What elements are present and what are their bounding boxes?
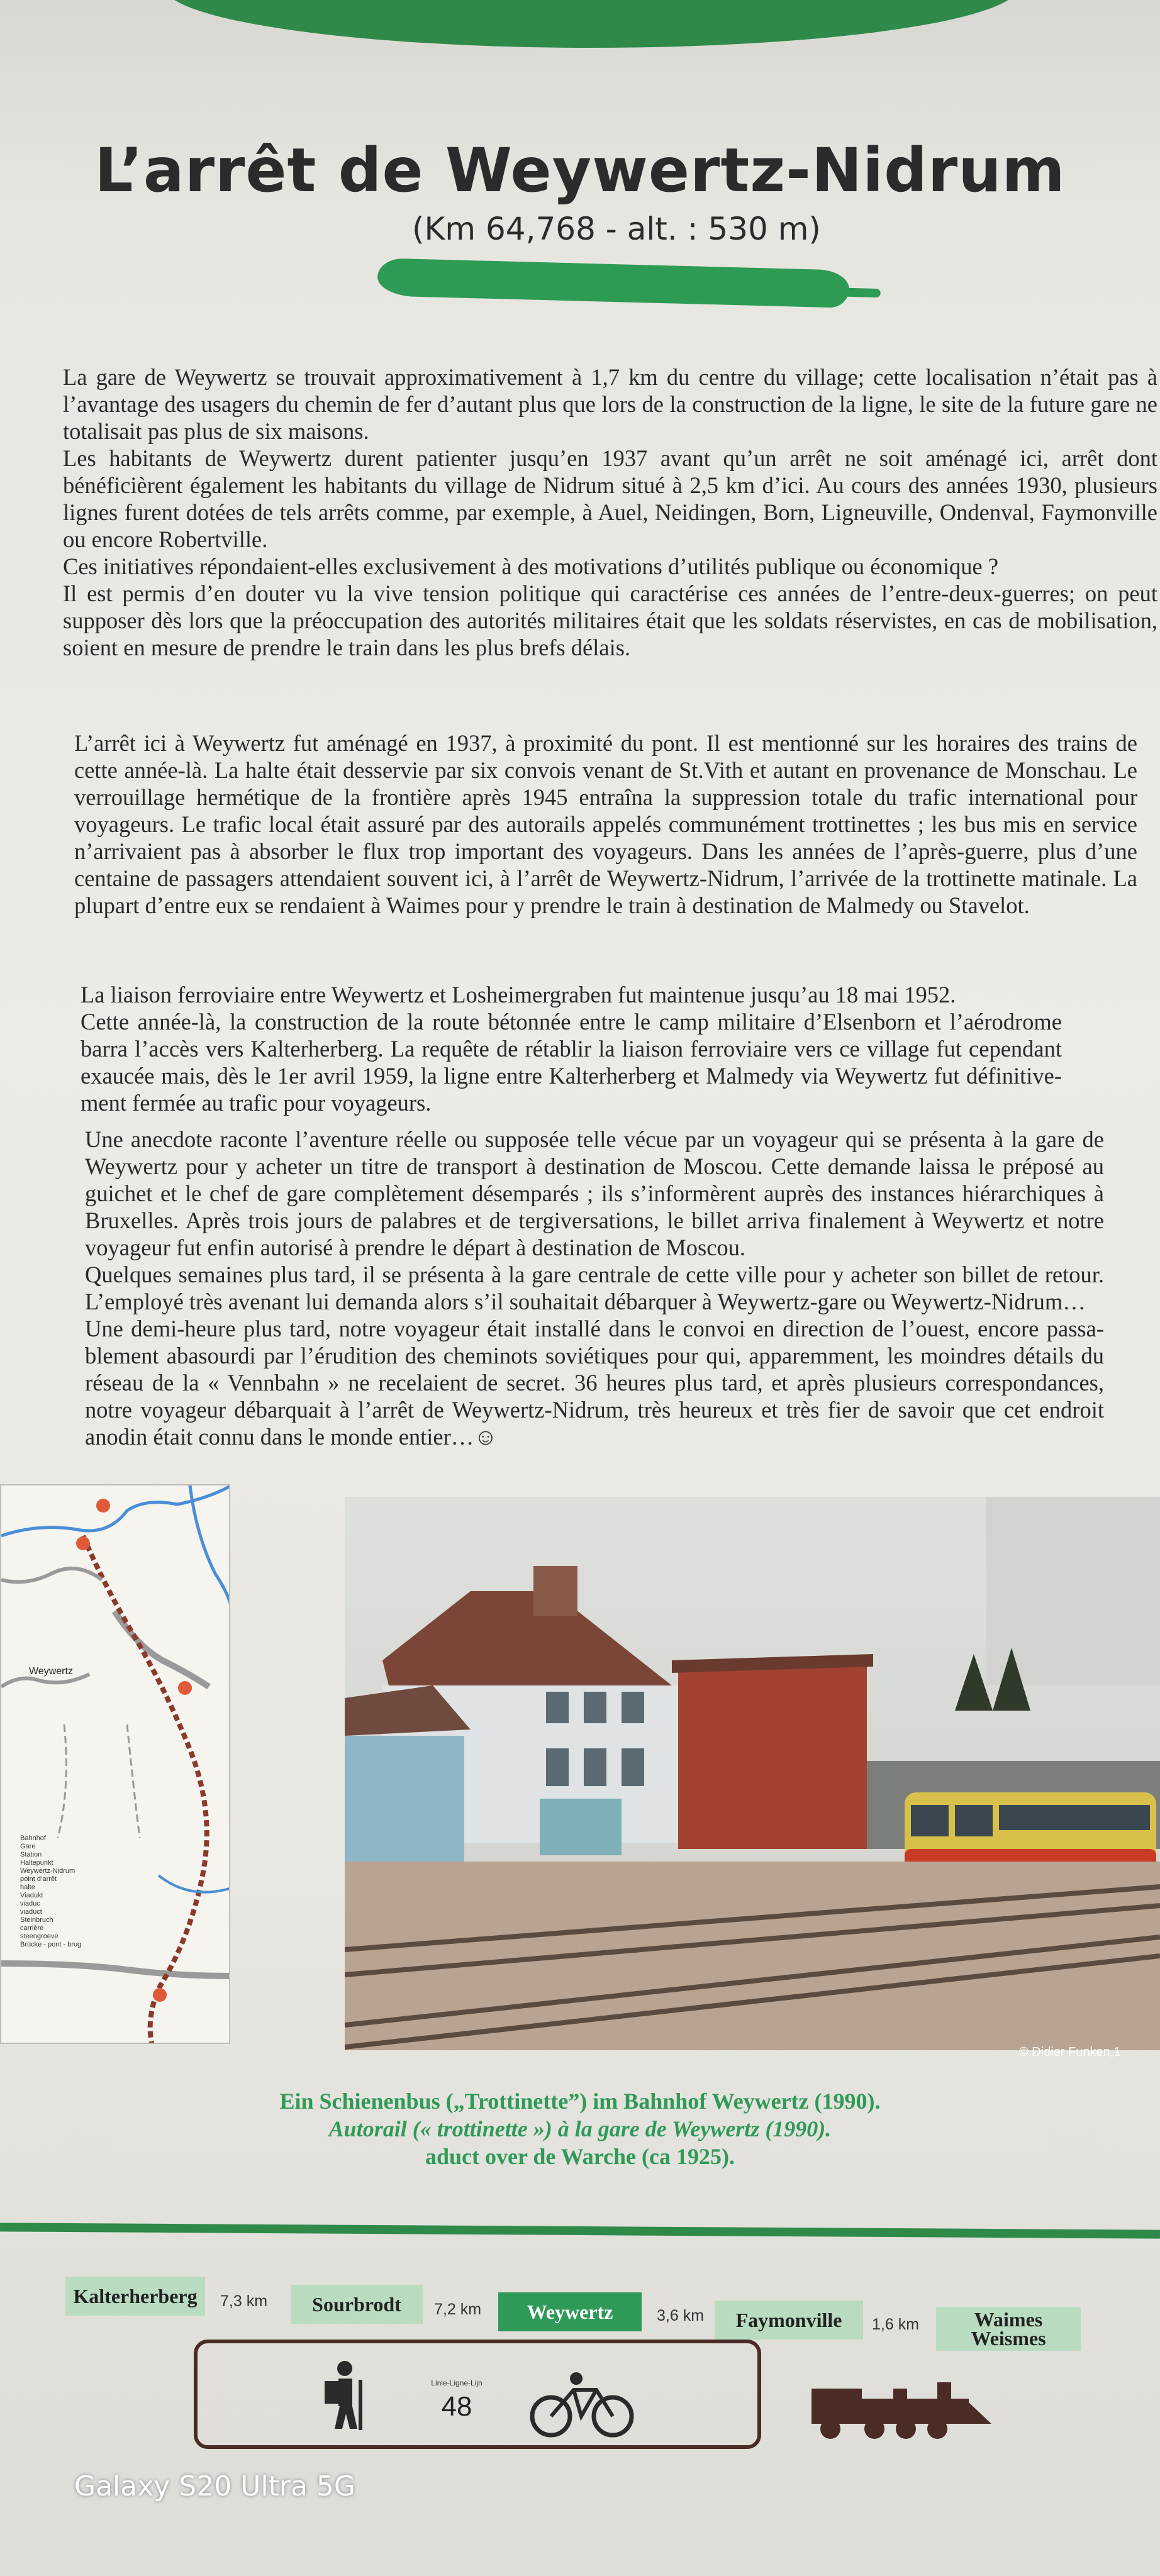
paragraph: L’arrêt ici à Weywertz fut aménagé en 1937, à proximité du pont. Il est mentionné sur les horaires des trains de cette année-là. La halte était desservie par six convois venant de St.Vith et autant en provenance de Monschau. Le verrouillage hermétique de la frontière après 1945 entraîna la suppression totale du trafic international pour voyageurs. Le trafic local était assuré par des autorails appelés communément trottinettes ; les bus mis en service n’arrivaient pas à absorber le flux trop important des voyageurs. Dans les années de l’après-guerre, plus d’une centaine de passagers attendaient souvent ici, à l’arrêt de Weywertz-Nidrum, l’arrivée de la trottinette matinale. La plupart d’entre eux se rendaient à Waimes pour y prendre le train à destination de Malmedy ou Stavelot. — [74, 730, 1137, 918]
paragraph: La liaison ferroviaire entre Weywertz et Losheimergraben fut maintenue jusqu’au 18 mai 1952. — [81, 982, 956, 1008]
map-legend-item: viaduc — [20, 1900, 40, 1907]
map-legend-item: halte — [20, 1884, 35, 1891]
paragraph: Les habitants de Weywertz durent patienter jusqu’en 1937 avant qu’un arrêt ne soit aménagé ici, arrêt dont bénéficièrent également les habitants du village de Nidrum situé à 2,5 km d’ici. Au cours des années 1930, plusieurs lignes furent dotées de tels arrêts comme, par exemple, à Auel, Neidingen, Born, Ligneuville, Ondenval, Faymonville ou encore Robertville. — [63, 445, 1157, 552]
paragraph: Ces initiatives répondaient-elles exclusivement à des motivations d’utilités publique ou économique ? — [63, 553, 999, 579]
top-green-arc — [164, 0, 1019, 48]
distance-4: 1,6 km — [872, 2316, 920, 2333]
map-legend-item: Steinbruch — [20, 1916, 53, 1924]
paragraph-section-1 — [63, 364, 1157, 661]
map-legend-item: point d’arrêt — [20, 1875, 57, 1883]
photo-caption-fr: Autorail (« trottinette ») à la gare de Weywertz (1990). — [328, 2116, 832, 2141]
map-legend-item: carrière — [20, 1924, 44, 1932]
paragraph: Cette année-là, la construction de la route bétonnée entre le camp militaire d’Elsenborn et l’aérodrome barra l’accès vers Kalterherberg. La requête de rétablir la liaison ferroviaire vers ce village fut cependant exaucée mais, dès le 1er avril 1959, la ligne entre Kalterherberg et Malmedy via Weywertz fut définitive-ment fermée au trafic pour voyageurs. — [81, 1009, 1062, 1116]
distance-2: 7,2 km — [434, 2301, 482, 2318]
map-legend-item: Station — [20, 1851, 42, 1858]
locomotive-icon — [811, 2371, 991, 2440]
photo-credit: © Didier Funken,1 — [1019, 2045, 1121, 2059]
paragraph: Une demi-heure plus tard, notre voyageur était installé dans le convoi en direction de l’ouest, encore passa-blement abasourdi par l’érudition des cheminots soviétiques pour qui, apparemment, les moindres détails du réseau de la « Vennbahn » ne recelaient de secret. 36 heures plus tard, et après plusieurs correspondances, notre voyageur débarquait à l’arrêt de Weywertz-Nidrum, très heureux et très fier de savoir que cet endroit anodin était connu dans le monde entier…☺ — [85, 1316, 1104, 1450]
map-legend-item: Haltepunkt — [20, 1859, 53, 1867]
station-kalterherberg: Kalterherberg — [65, 2277, 205, 2316]
map-legend-item: Weywertz-Nidrum — [20, 1867, 75, 1875]
hiker-icon — [308, 2360, 377, 2435]
map-legend-item: Viadukt — [20, 1892, 43, 1899]
map-legend-item: Bahnhof — [20, 1835, 46, 1842]
distance-3: 3,6 km — [657, 2307, 705, 2324]
paragraph-section-2 — [74, 730, 1137, 919]
map-drawing — [1, 1485, 230, 2044]
station-sourbrodt: Sourbrodt — [291, 2285, 423, 2324]
green-divider-line — [0, 2223, 1160, 2238]
green-brush-stroke — [377, 258, 849, 308]
station-waimes: Waimes Weismes — [936, 2307, 1081, 2351]
photo-caption-nl: aduct over de Warche (ca 1925). — [425, 2144, 735, 2169]
station-faymonville: Faymonville — [715, 2301, 863, 2340]
route-map — [0, 1484, 230, 2044]
map-legend-item: Brücke - pont - brug — [20, 1941, 82, 1948]
phone-watermark: Galaxy S20 Ultra 5G — [74, 2470, 356, 2502]
map-legend-item: Gare — [20, 1843, 36, 1850]
paragraph-section-3 — [81, 981, 1062, 1116]
photo-caption-de: Ein Schienenbus („Trottinette”) im Bahnhof Weywertz (1990). — [279, 2089, 881, 2114]
route-number: 48 — [441, 2391, 472, 2422]
paragraph: La gare de Weywertz se trouvait approximativement à 1,7 km du centre du village; cette localisation n’était pas à l’avantage des usagers du chemin de fer d’autant plus que lors de la construction de la ligne, le site de la future gare ne totalisait pas plus de six maisons. — [63, 364, 1157, 444]
page-title: L’arrêt de Weywertz-Nidrum — [94, 135, 1066, 206]
bicycle-icon — [528, 2371, 635, 2440]
map-legend — [20, 1835, 114, 1949]
station-weywertz: Weywertz — [498, 2292, 642, 2331]
map-place-label: Weywertz — [29, 1666, 73, 1677]
paragraph: Une anecdote raconte l’aventure réelle ou supposée telle vécue par un voyageur qui se présenta à la gare de Weywertz pour y acheter un titre de transport à destination de Moscou. Cette demande laissa le préposé au guichet et le chef de gare complètement désemparés ; ils s’informèrent auprès des instances hiérarchiques à Bruxelles. Après trois jours de palabres et de tergiversations, le billet arriva finalement à Weywertz et notre voyageur fut enfin autorisé à prendre le départ à destination de Moscou. — [85, 1126, 1104, 1260]
map-legend-item: steengroeve — [20, 1933, 59, 1940]
distance-1: 7,3 km — [220, 2292, 268, 2310]
photo-drawing — [345, 1497, 1160, 2050]
paragraph-section-4 — [85, 1126, 1104, 1450]
paragraph: Quelques semaines plus tard, il se présenta à la gare centrale de cette ville pour y acheter son billet de retour. L’employé très avenant lui demanda alors s’il souhaitait débarquer à Weywertz-gare ou Weywertz-Nidrum… — [85, 1262, 1104, 1314]
page-subtitle: (Km 64,768 - alt. : 530 m) — [412, 211, 821, 247]
paragraph: Il est permis d’en douter vu la vive tension politique qui caractérise ces années de l’entre-deux-guerres; on peut supposer dès lors que la préoccupation des autorités militaires était que les soldats réservistes, en cas de mobilisation, soient en mesure de prendre le train dans les plus brefs délais. — [63, 580, 1157, 660]
map-legend-item: viaduct — [20, 1908, 42, 1916]
station-photo — [345, 1497, 1160, 2050]
route-small-label: Linie-Ligne-Lijn — [431, 2379, 482, 2387]
